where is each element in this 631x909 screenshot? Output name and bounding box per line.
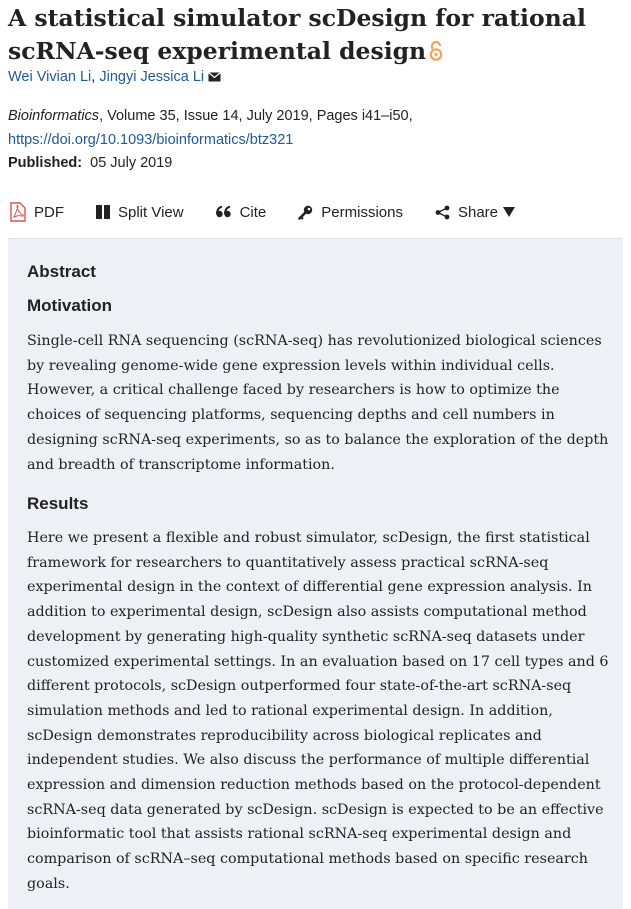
cite-label: Cite [239,203,267,221]
published-date: 05 July 2019 [90,155,173,171]
open-access-icon [428,38,444,71]
cite-button[interactable] [216,204,267,221]
published-line [8,152,172,174]
permissions-label: Permissions [321,203,403,221]
quote-icon [216,206,232,218]
motivation-heading: Motivation [27,296,112,315]
caret-down-icon [503,207,515,217]
journal-name: Bioinformatics [8,108,100,124]
article-title [8,2,623,71]
article-toolbar [8,198,623,226]
key-icon [298,205,313,220]
author-separator: , [91,69,100,85]
author-link-1[interactable]: Wei Vivian Li [8,69,92,85]
pdf-icon [10,202,26,222]
split-view-icon [96,205,110,219]
split-view-button[interactable] [96,204,184,221]
envelope-icon[interactable] [208,67,221,89]
doi-link[interactable]: https://doi.org/10.1093/bioinformatics/btz321 [8,132,294,148]
article-title-text: A statistical simulator scDesign for rational scRNA-seq experimental design [8,4,586,65]
share-icon [435,205,450,220]
abstract-heading: Abstract [27,262,96,281]
permissions-button[interactable] [298,204,403,221]
author-list [8,66,221,89]
results-text: Here we present a flexible and robust simulator, scDesign, the first statistical framework for researchers to quantitatively assess practical scRNA-seq experimental design in the context of differential gene expression analysis. In addition to experimental design, scDesign also assists computational method development by generating high-quality synthetic scRNA-seq datasets under customized experimental settings. In an evaluation based on 17 cell types and 6 different protocols, scDesign outperformed four state-of-the-art scRNA-seq simulation methods and led to rational experimental design. In addition, scDesign demonstrates reproducibility across biological replicates and independent studies. We also discuss the performance of multiple differential expression and dimension reduction methods based on the protocol-dependent scRNA-seq data generated by scDesign. scDesign is expected to be an effective bioinformatic tool that assists rational scRNA-seq experimental design and comparison of scRNA–seq computational methods based on specific research goals. [27,530,609,892]
abstract-panel [8,238,623,909]
motivation-text: Single-cell RNA sequencing (scRNA-seq) has revolutionized biological sciences by revealing genome-wide gene expression levels within individual cells. However, a critical challenge faced by researchers is how to optimize the choices of sequencing platforms, sequencing depths and cell numbers in designing scRNA-seq experiments, so as to balance the exploration of the depth and breadth of transcriptome information. [27,333,609,473]
citation-details: , Volume 35, Issue 14, July 2019, Pages i41–i50, [99,108,413,124]
author-link-2[interactable]: Jingyi Jessica Li [99,69,205,85]
pdf-label: PDF [34,203,64,221]
citation-info [8,104,623,152]
split-view-label: Split View [118,203,184,221]
pdf-button[interactable] [10,202,64,222]
published-label: Published: [8,155,83,171]
results-heading: Results [27,494,89,513]
share-label: Share [457,203,498,221]
share-button[interactable] [435,204,515,221]
